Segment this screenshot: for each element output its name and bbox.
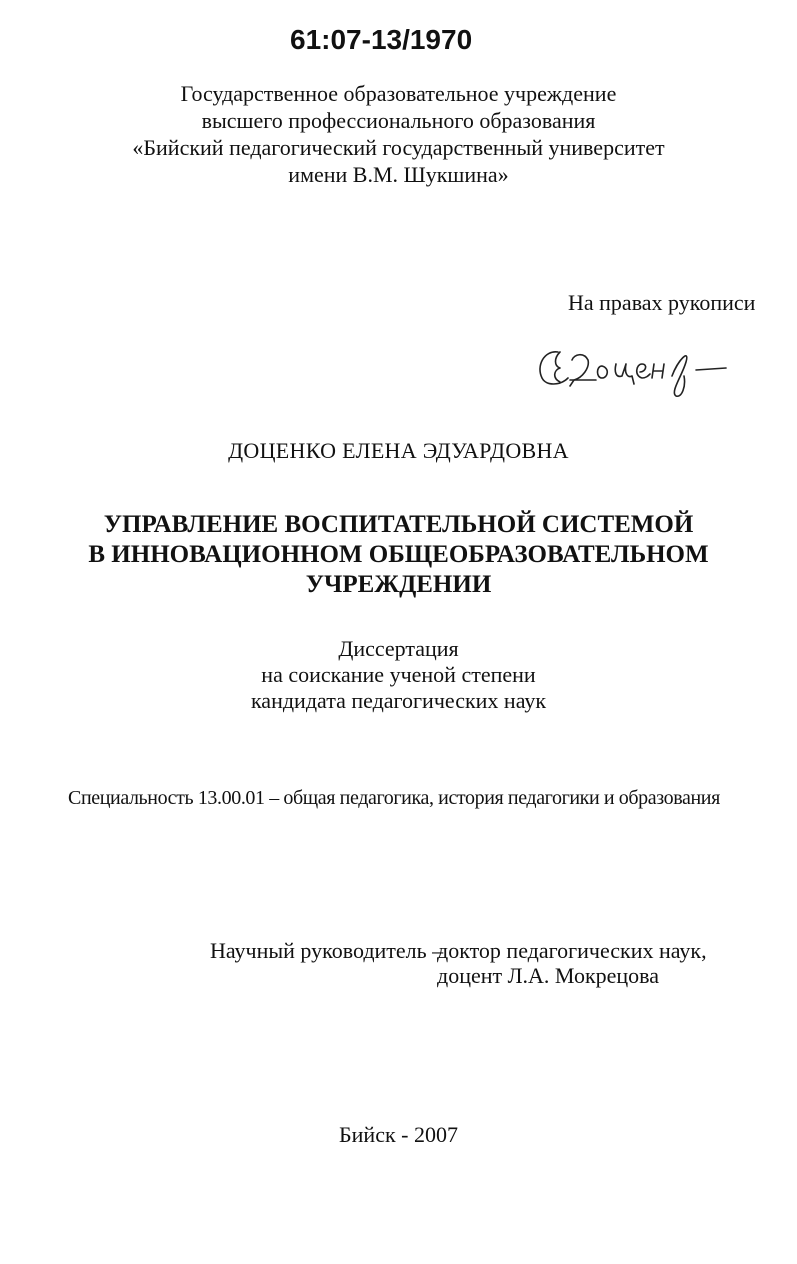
institution-line: Государственное образовательное учреждение (180, 81, 617, 106)
city-year: Бийск - 2007 (339, 1122, 458, 1147)
specialty-line: Специальность 13.00.01 – общая педагогика, история педагогики и образования (68, 787, 720, 809)
institution-line: имени В.М. Шукшина» (288, 162, 509, 187)
degree-line: на соискание ученой степени (261, 662, 536, 687)
title-line: УПРАВЛЕНИЕ ВОСПИТАТЕЛЬНОЙ СИСТЕМОЙ (103, 511, 694, 538)
title-line: В ИННОВАЦИОННОМ ОБЩЕОБРАЗОВАТЕЛЬНОМ (88, 541, 709, 568)
institution-line: высшего профессионального образования (201, 108, 596, 133)
supervisor-label: Научный руководитель – (210, 938, 444, 963)
archive-stamp-number: 61:07-13/1970 (290, 24, 473, 55)
institution-header (0, 80, 797, 188)
degree-line: кандидата педагогических наук (250, 688, 547, 713)
institution-line: «Бийский педагогический государственный университет (132, 135, 665, 160)
degree-line: Диссертация (338, 636, 459, 661)
dissertation-title (0, 510, 797, 600)
supervisor-degree: доктор педагогических наук, (437, 938, 707, 963)
supervisor-name: доцент Л.А. Мокрецова (437, 963, 660, 988)
degree-description (0, 636, 797, 714)
author-name: ДОЦЕНКО ЕЛЕНА ЭДУАРДОВНА (228, 438, 569, 463)
title-line: УЧРЕЖДЕНИИ (305, 571, 492, 598)
rights-note: На правах рукописи (568, 290, 756, 315)
handwritten-signature (530, 330, 730, 400)
